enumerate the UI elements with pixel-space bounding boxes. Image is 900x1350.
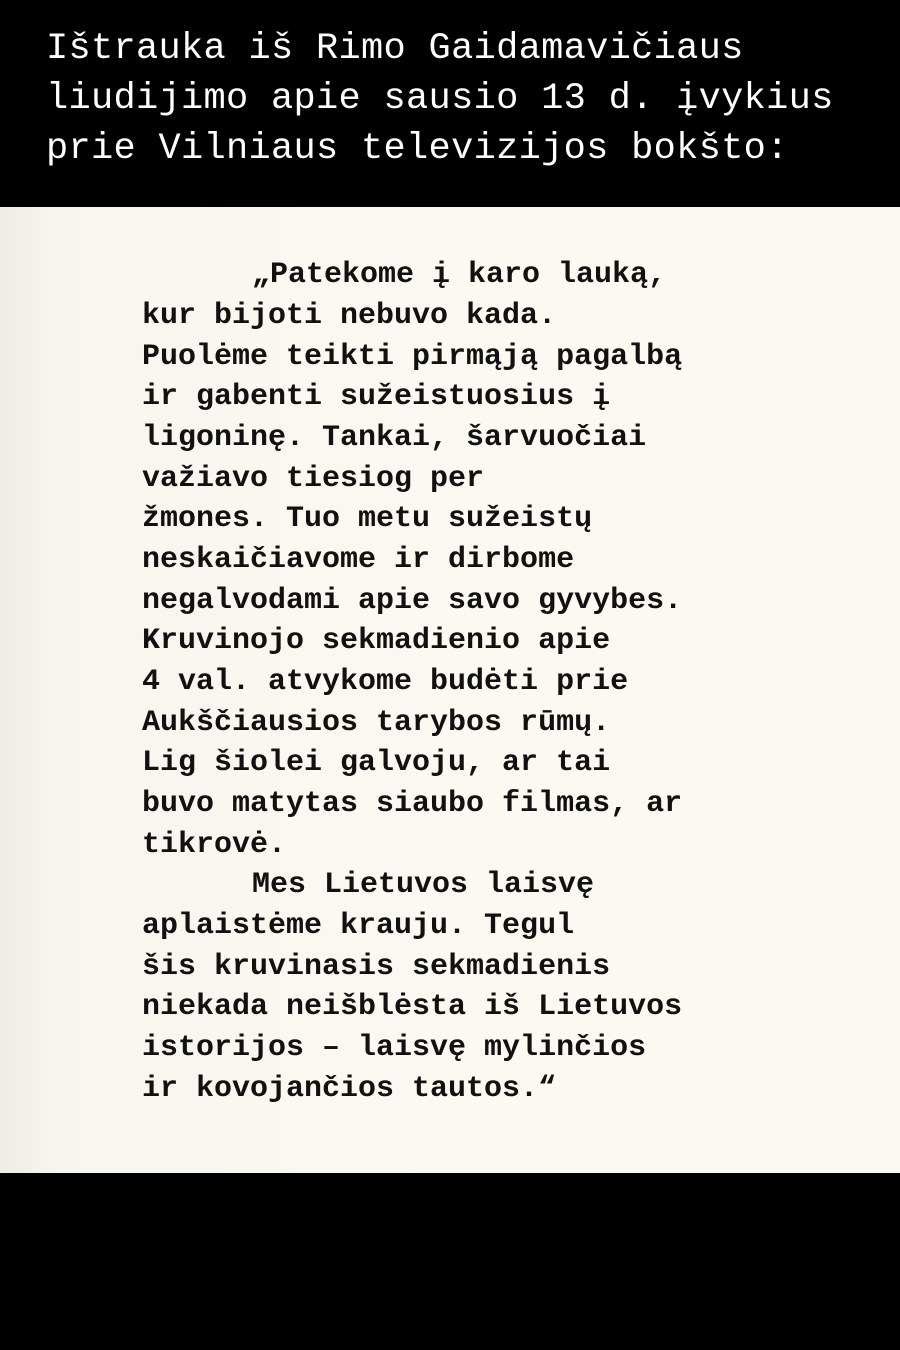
quote-line-8: neskaičiavome ir dirbome — [142, 543, 575, 577]
quote-line-16: Mes Lietuvos laisvę — [252, 868, 595, 902]
quote-line-4: ir gabenti sužeistuosius į — [142, 380, 611, 414]
quote-line-20: istorijos – laisvę mylinčios — [142, 1031, 647, 1065]
quote-line-21: ir kovojančios tautos.“ — [142, 1072, 557, 1106]
quote-line-13: Lig šiolei galvoju, ar tai — [142, 746, 611, 780]
quote-line-3: Puolėme teikti pirmąją pagalbą — [142, 340, 683, 374]
header-banner — [0, 0, 900, 207]
quote-line-14: buvo matytas siaubo filmas, ar — [142, 787, 683, 821]
quote-line-7: žmones. Tuo metu sužeistų — [142, 502, 593, 536]
quote-line-1: „Patekome į karo lauką, — [252, 258, 667, 292]
quote-line-19: niekada neišblėsta iš Lietuvos — [142, 990, 683, 1024]
quote-line-11: 4 val. atvykome budėti prie — [142, 665, 629, 699]
quote-paper — [0, 207, 900, 1173]
quote-line-18: šis kruvinasis sekmadienis — [142, 950, 611, 984]
footer-band — [0, 1173, 900, 1350]
quote-line-2: kur bijoti nebuvo kada. — [142, 299, 557, 333]
quote-line-15: tikrovė. — [142, 828, 287, 862]
quote-line-6: važiavo tiesiog per — [142, 462, 485, 496]
header-line-2: liudijimo apie sausio 13 d. įvykius — [46, 78, 834, 120]
quote-line-10: Kruvinojo sekmadienio apie — [142, 624, 611, 658]
quote-line-5: ligoninę. Tankai, šarvuočiai — [142, 421, 647, 455]
quote-line-17: aplaistėme krauju. Tegul — [142, 909, 575, 943]
quote-line-9: negalvodami apie savo gyvybes. — [142, 584, 683, 618]
header-line-1: Ištrauka iš Rimo Gaidamavičiaus — [46, 28, 744, 70]
quote-line-12: Aukščiausios tarybos rūmų. — [142, 706, 611, 740]
header-line-3: prie Vilniaus televizijos bokšto: — [46, 128, 789, 170]
